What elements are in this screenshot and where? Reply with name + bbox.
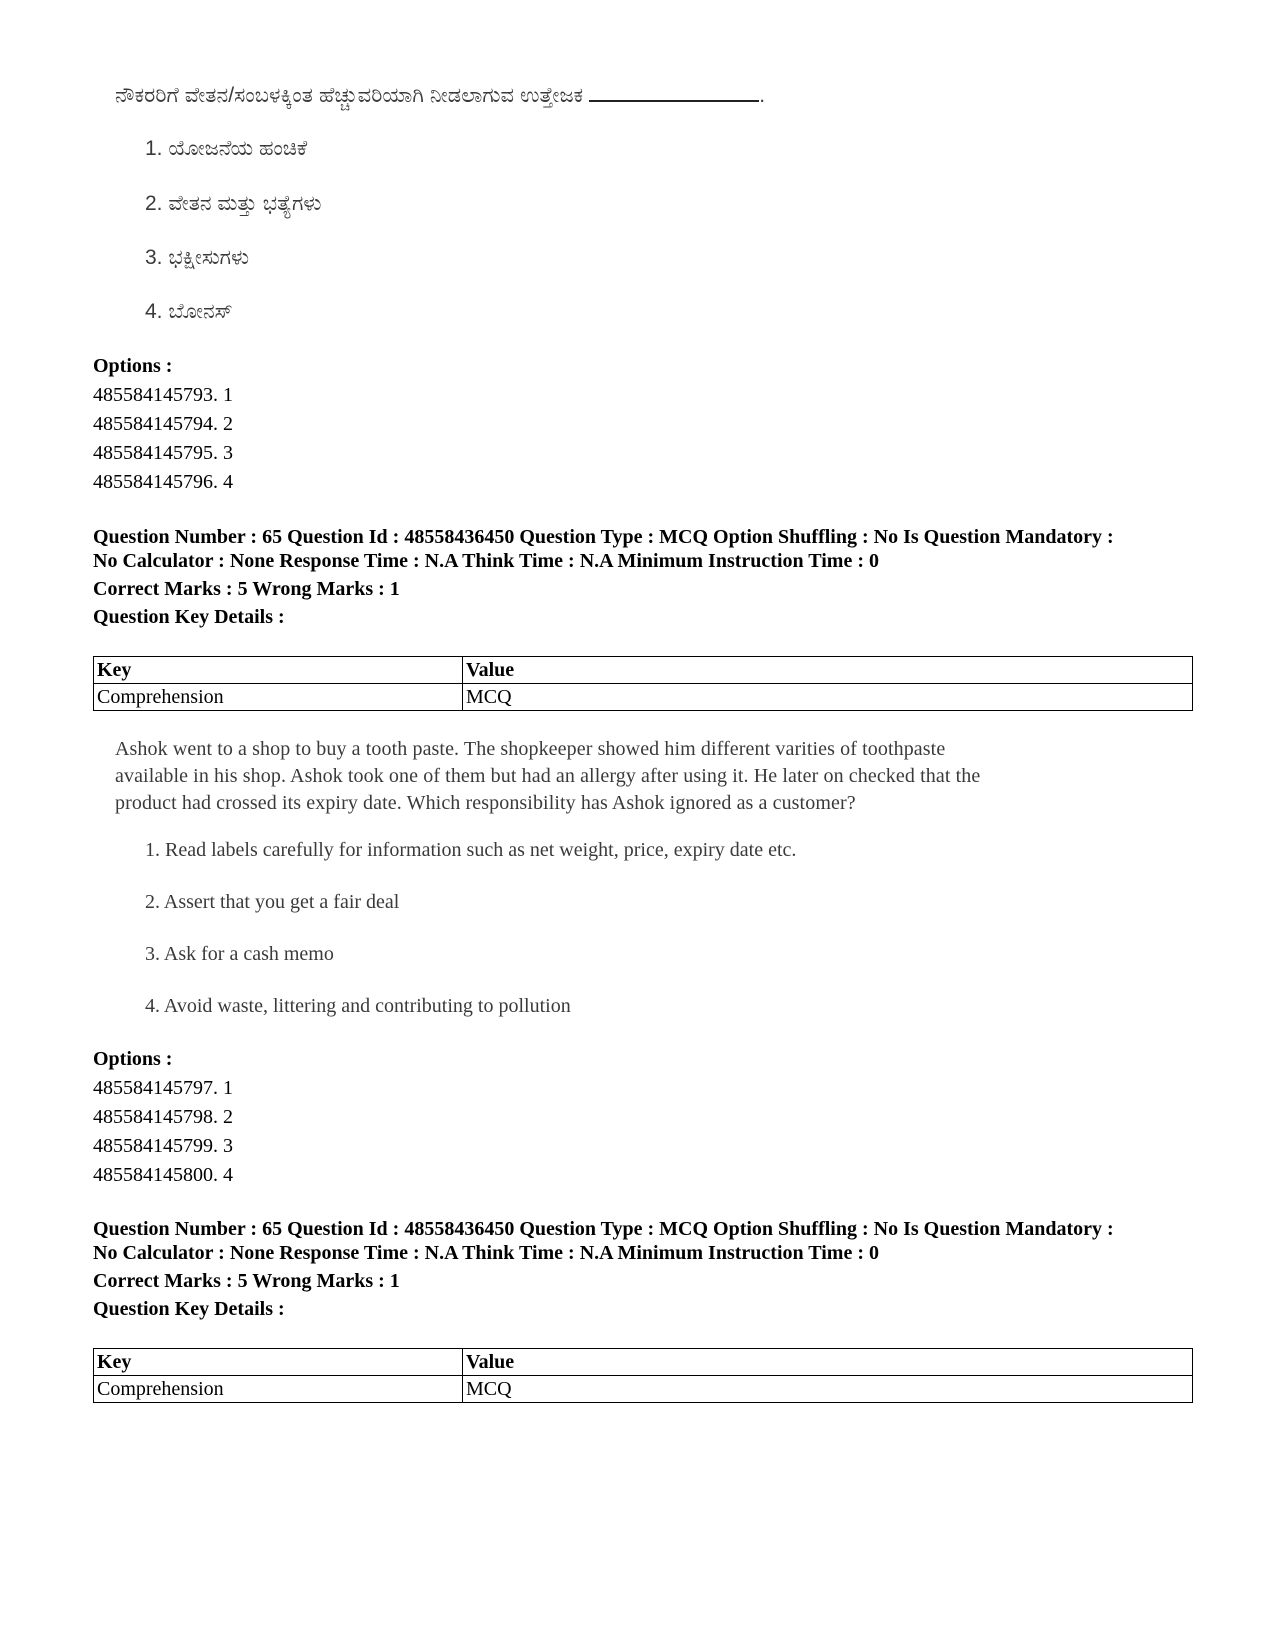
stem-line: available in his shop. Ashok took one of them but had an allergy after using it. He later on checked that the — [115, 765, 981, 787]
table-header-value: Value — [463, 657, 1193, 684]
option-line: 485584145796. 4 — [93, 471, 233, 493]
meta-line-1: Question Number : 65 Question Id : 48558436450 Question Type : MCQ Option Shuffling : No Is Question Mandatory : — [93, 526, 1114, 548]
stem-line: product had crossed its expiry date. Which responsibility has Ashok ignored as a customer? — [115, 792, 856, 814]
table-cell-key: Comprehension — [94, 1376, 463, 1403]
options-label: Options : — [93, 355, 173, 377]
table-row — [94, 1376, 1193, 1403]
key-details-heading: Question Key Details : — [93, 606, 285, 628]
options-block — [93, 352, 233, 497]
marks-line: Correct Marks : 5 Wrong Marks : 1 — [93, 578, 400, 600]
table-row — [94, 684, 1193, 711]
meta-line-1: Question Number : 65 Question Id : 48558436450 Question Type : MCQ Option Shuffling : No Is Question Mandatory : — [93, 1218, 1114, 1240]
question-image-english — [115, 736, 1135, 1036]
table-cell-key: Comprehension — [94, 684, 463, 711]
option-line: 485584145798. 2 — [93, 1106, 233, 1128]
options-label: Options : — [93, 1048, 173, 1070]
question-image-kannada — [115, 82, 1115, 342]
marks-line: Correct Marks : 5 Wrong Marks : 1 — [93, 1270, 400, 1292]
meta-line-2: No Calculator : None Response Time : N.A Think Time : N.A Minimum Instruction Time : 0 — [93, 550, 879, 572]
stem-end-mark: . — [759, 84, 766, 107]
choice-item: 2. ವೇತನ ಮತ್ತು ಭತ್ಯೆಗಳು — [145, 192, 322, 215]
option-line: 485584145800. 4 — [93, 1164, 233, 1186]
table-header-key: Key — [94, 657, 463, 684]
choice-item: 4. Avoid waste, littering and contributing to pollution — [145, 995, 571, 1017]
table-header-key: Key — [94, 1349, 463, 1376]
options-block — [93, 1045, 233, 1190]
question-stem-text: ನೌಕರರಿಗೆ ವೇತನ/ಸಂಬಳಕ್ಕಿಂತ ಹೆಚ್ಚುವರಿಯಾಗಿ ನೀಡಲಾಗುವ ಉತ್ತೇಜಕ — [115, 84, 584, 107]
question-meta — [93, 1217, 1203, 1321]
table-cell-value: MCQ — [463, 1376, 1193, 1403]
choice-item: 3. Ask for a cash memo — [145, 943, 334, 965]
table-cell-value: MCQ — [463, 684, 1193, 711]
question-stem — [115, 82, 1115, 110]
choice-item: 4. ಬೋನಸ್ — [145, 300, 233, 323]
key-details-table — [93, 1348, 1193, 1403]
option-line: 485584145795. 3 — [93, 442, 233, 464]
choice-item: 2. Assert that you get a fair deal — [145, 891, 400, 913]
stem-line: Ashok went to a shop to buy a tooth paste. The shopkeeper showed him different varities of toothpaste — [115, 738, 946, 760]
question-meta — [93, 525, 1203, 629]
option-line: 485584145794. 2 — [93, 413, 233, 435]
choice-item: 1. ಯೋಜನೆಯ ಹಂಚಿಕೆ — [145, 137, 308, 160]
key-details-heading: Question Key Details : — [93, 1298, 285, 1320]
option-line: 485584145799. 3 — [93, 1135, 233, 1157]
key-details-table — [93, 656, 1193, 711]
answer-blank — [589, 82, 759, 102]
option-line: 485584145793. 1 — [93, 384, 233, 406]
option-line: 485584145797. 1 — [93, 1077, 233, 1099]
table-header-row — [94, 657, 1193, 684]
table-header-value: Value — [463, 1349, 1193, 1376]
table-header-row — [94, 1349, 1193, 1376]
choice-item: 1. Read labels carefully for information such as net weight, price, expiry date etc. — [145, 839, 797, 861]
meta-line-2: No Calculator : None Response Time : N.A Think Time : N.A Minimum Instruction Time : 0 — [93, 1242, 879, 1264]
question-stem — [115, 736, 1135, 817]
choice-item: 3. ಭಕ್ಷೀಸುಗಳು — [145, 246, 250, 269]
